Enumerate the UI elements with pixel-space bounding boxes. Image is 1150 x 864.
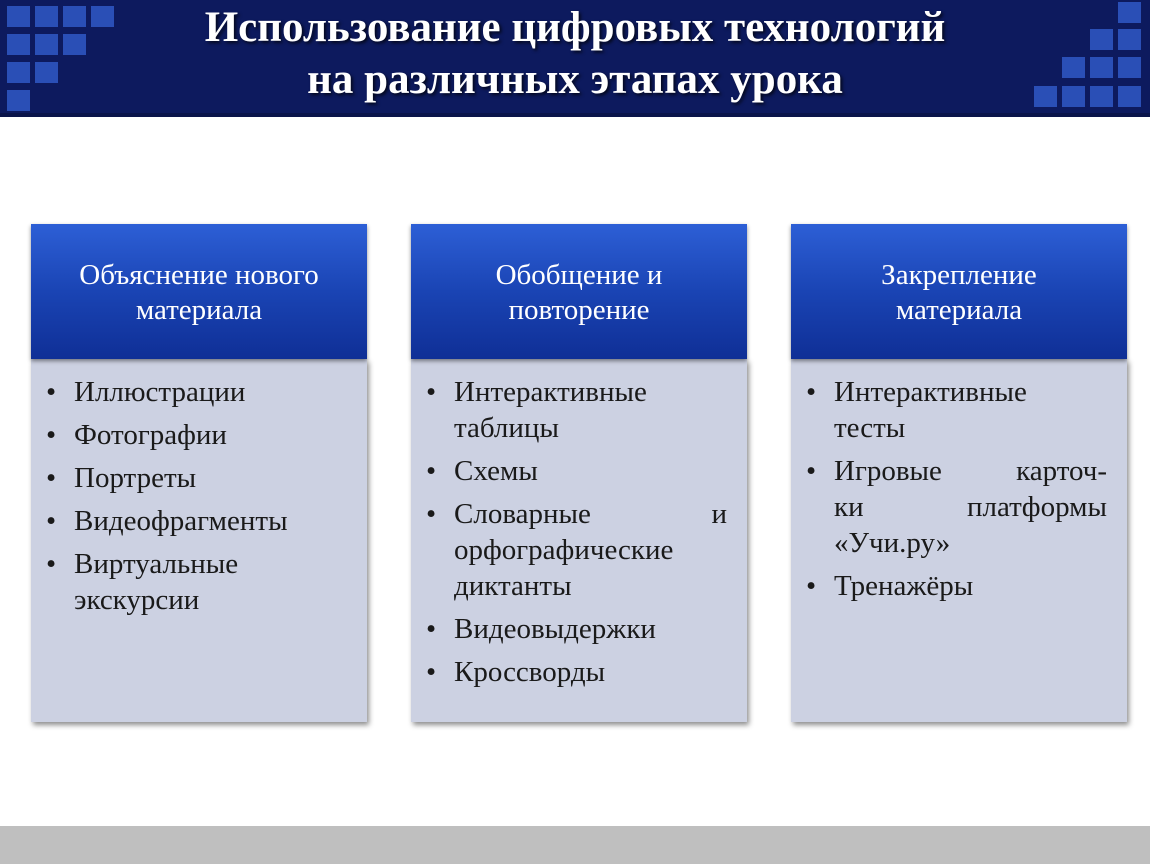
list-item: • Виртуальные экскурсии xyxy=(46,546,347,618)
column-body xyxy=(31,359,367,722)
decor-square xyxy=(1118,86,1141,107)
decor-square xyxy=(7,62,30,83)
list-item: • Иллюстрации xyxy=(46,374,347,410)
column-heading-line: Объяснение нового xyxy=(79,259,319,291)
decor-square xyxy=(1090,86,1113,107)
column-heading-line: Обобщение и xyxy=(495,259,663,291)
slide-title-line: на различных этапах урока xyxy=(307,56,843,103)
decor-square xyxy=(63,6,86,27)
slide-title xyxy=(120,2,1030,106)
column-body xyxy=(791,359,1127,722)
column-heading xyxy=(411,224,747,359)
list-item: • Портреты xyxy=(46,460,347,496)
slide-title-line: Использование цифровых технологий xyxy=(204,4,946,51)
decor-square xyxy=(1090,29,1113,50)
column-explanation xyxy=(31,224,367,722)
decor-square xyxy=(63,34,86,55)
list-item: • Видеофрагменты xyxy=(46,503,347,539)
column-heading-line: материала xyxy=(895,294,1023,326)
list-item: • Тренажёры xyxy=(806,568,1107,604)
column-generalization xyxy=(411,224,747,722)
title-banner xyxy=(0,0,1150,117)
column-consolidation xyxy=(791,224,1127,722)
footer-bar xyxy=(0,826,1150,864)
bullet-list xyxy=(806,374,1107,604)
decor-square xyxy=(1118,57,1141,78)
list-item: • Словарные и орфографические диктанты xyxy=(426,496,727,604)
decor-square xyxy=(35,34,58,55)
list-item: • Игровые карточ- ки платформы «Учи.ру» xyxy=(806,453,1107,561)
column-heading xyxy=(791,224,1127,359)
decor-square xyxy=(91,6,114,27)
list-item: • Кроссворды xyxy=(426,654,727,690)
column-heading xyxy=(31,224,367,359)
decor-square xyxy=(1090,57,1113,78)
bullet-list xyxy=(46,374,347,618)
decor-square xyxy=(7,34,30,55)
decor-square xyxy=(35,6,58,27)
list-item: • Интерактивные тесты xyxy=(806,374,1107,446)
list-item: • Интерактивные таблицы xyxy=(426,374,727,446)
bullet-list xyxy=(426,374,727,690)
column-heading-line: материала xyxy=(135,294,263,326)
decor-square xyxy=(7,6,30,27)
decor-square xyxy=(1118,2,1141,23)
list-item: • Схемы xyxy=(426,453,727,489)
decor-square xyxy=(35,62,58,83)
decor-square xyxy=(1118,29,1141,50)
banner-divider xyxy=(0,113,1150,117)
decor-square xyxy=(7,90,30,111)
decor-square xyxy=(1034,86,1057,107)
decor-square xyxy=(1062,86,1085,107)
column-body xyxy=(411,359,747,722)
decor-square xyxy=(1062,57,1085,78)
column-heading-line: повторение xyxy=(508,294,650,326)
column-heading-line: Закрепление xyxy=(881,259,1037,291)
list-item: • Фотографии xyxy=(46,417,347,453)
list-item: • Видеовыдержки xyxy=(426,611,727,647)
